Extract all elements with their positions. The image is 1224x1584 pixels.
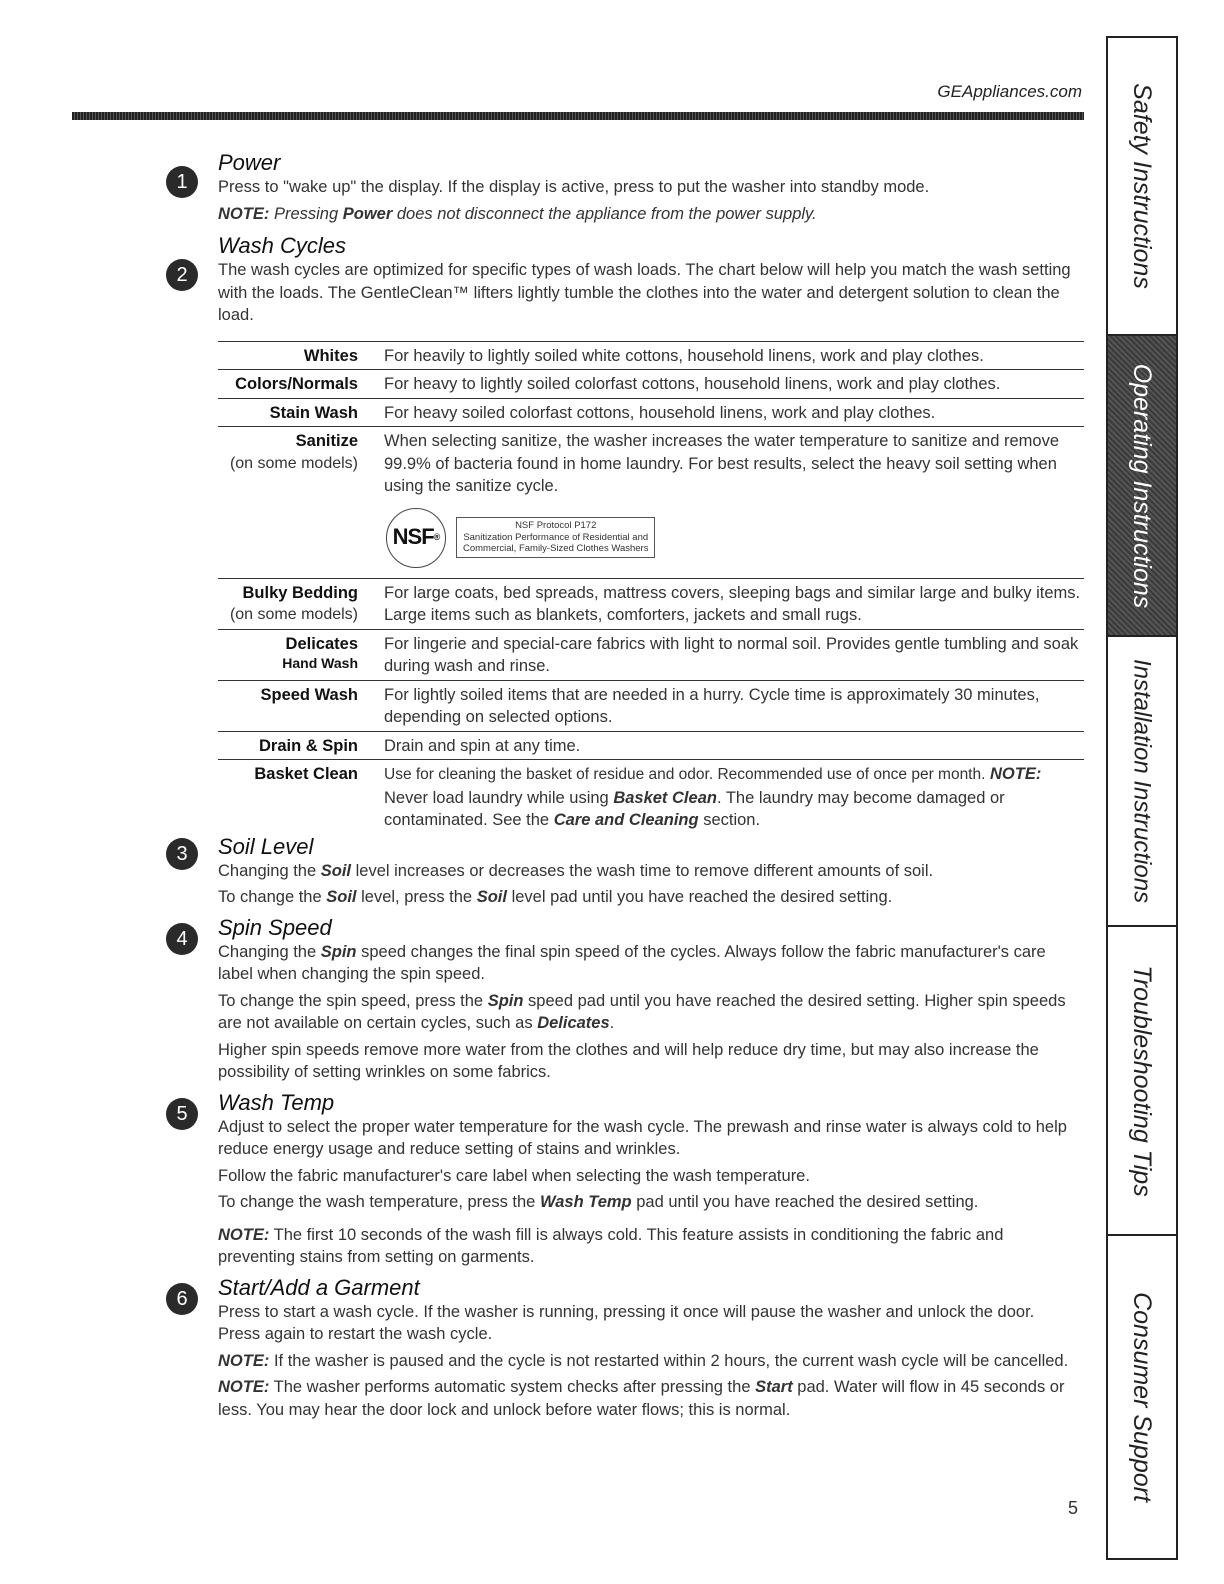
section-title: Power	[218, 150, 281, 175]
note: NOTE: The washer performs automatic system checks after pressing the Start pad. Water will flow in 45 seconds or less. You may hear the door lock and unlock before water flows; this is normal.	[218, 1378, 1065, 1419]
tab-label: Operating Instructions	[1128, 363, 1157, 608]
section-title: Wash Temp	[218, 1089, 335, 1115]
main-content	[150, 150, 1080, 1425]
tab-consumer-support[interactable]	[1108, 1236, 1176, 1558]
paragraph: Follow the fabric manufacturer's care label when selecting the wash temperature.	[218, 1166, 810, 1185]
cycle-desc: For heavy soiled colorfast cottons, household linens, work and play clothes.	[384, 403, 936, 422]
paragraph: To change the Soil level, press the Soil level pad until you have reached the desired setting.	[218, 888, 893, 906]
cycle-name: Sanitize (on some models)	[218, 430, 358, 576]
nsf-protocol-box: NSF Protocol P172 Sanitization Performance of Residential and Commercial, Family-Sized Clothes Washers	[456, 517, 655, 558]
number-badge: 5	[166, 1098, 198, 1130]
nsf-certification	[386, 508, 1084, 568]
page-number: 5	[1068, 1498, 1079, 1518]
section-title: Soil Level	[218, 833, 314, 859]
tab-installation-instructions[interactable]	[1108, 637, 1176, 927]
note: NOTE: The first 10 seconds of the wash fill is always cold. This feature assists in conditioning the fabric and preventing stains from setting on garments.	[218, 1225, 1004, 1266]
paragraph: The wash cycles are optimized for specific types of wash loads. The chart below will help you match the wash setting with the loads. The GentleClean™ lifters lightly tumble the clothes into the water and detergent solution to clean the load.	[218, 261, 1071, 324]
paragraph: Adjust to select the proper water temperature for the wash cycle. The prewash and rinse water is always cold to help reduce energy usage and reduce setting of stains and wrinkles.	[218, 1117, 1067, 1158]
paragraph: To change the wash temperature, press the Wash Temp pad until you have reached the desired setting.	[218, 1193, 979, 1211]
tab-label: Safety Instructions	[1128, 83, 1157, 290]
section-power	[150, 150, 1080, 225]
cycle-sub: (on some models)	[229, 606, 358, 623]
site-url: GEAppliances.com	[937, 82, 1082, 101]
nsf-logo: NSF ®	[386, 508, 446, 568]
header-rule	[72, 112, 1084, 120]
cycle-name: Whites	[303, 346, 358, 365]
paragraph: Higher spin speeds remove more water from the clothes and will help reduce dry time, but may also increase the possibility of setting wrinkles on some fabrics.	[218, 1040, 1039, 1081]
table-row	[218, 342, 1084, 371]
tab-troubleshooting-tips[interactable]	[1108, 927, 1176, 1235]
section-spin-speed	[150, 915, 1080, 1084]
tab-label: Installation Instructions	[1128, 659, 1156, 904]
cycle-desc: For heavily to lightly soiled white cottons, household linens, work and play clothes.	[384, 346, 984, 365]
cycle-name: Delicates Hand Wash	[218, 633, 358, 678]
paragraph: Changing the Soil level increases or decreases the wash time to remove different amounts of soil.	[218, 861, 934, 880]
paragraph: To change the spin speed, press the Spin speed pad until you have reached the desired setting. Higher spin speeds are not available on certain cycles, such as Delicates.	[218, 991, 1066, 1032]
cycle-desc: Drain and spin at any time.	[384, 736, 581, 755]
cycle-desc: When selecting sanitize, the washer increases the water temperature to sanitize and remove 99.9% of bacteria found in home laundry. For best results, select the heavy soil setting when using the sanitize cycle. NSF ® NSF Protocol P172 Sanitization Performance of Residential and Commercial, Family-Sized Clothes Washers	[358, 430, 1084, 576]
table-row	[218, 630, 1084, 681]
table-row	[218, 760, 1084, 834]
tab-label: Troubleshooting Tips	[1128, 964, 1157, 1197]
table-row	[218, 427, 1084, 579]
table-row	[218, 681, 1084, 732]
note: NOTE: If the washer is paused and the cycle is not restarted within 2 hours, the current wash cycle will be cancelled.	[218, 1351, 1069, 1370]
cycle-sub: (on some models)	[229, 454, 358, 472]
cycle-name: Drain & Spin	[258, 736, 358, 755]
cycle-desc: For lightly soiled items that are needed in a hurry. Cycle time is approximately 30 minutes, depending on selected options.	[384, 685, 1040, 726]
cycle-desc: For large coats, bed spreads, mattress covers, sleeping bags and similar large and bulky items. Large items such as blankets, comforters, jackets and small rugs.	[384, 583, 1081, 624]
number-badge: 2	[166, 259, 198, 291]
cycle-sub: Hand Wash	[282, 655, 358, 671]
number-badge: 1	[166, 166, 198, 198]
table-row	[218, 370, 1084, 399]
cycle-name: Stain Wash	[269, 403, 358, 422]
paragraph: Changing the Spin speed changes the final spin speed of the cycles. Always follow the fabric manufacturer's care label when changing the spin speed.	[218, 942, 1046, 983]
table-row	[218, 732, 1084, 761]
section-wash-cycles	[150, 233, 1080, 327]
cycle-desc: For lingerie and special-care fabrics with light to normal soil. Provides gentle tumbling and soak during wash and rinse.	[384, 634, 1079, 675]
paragraph: Press to start a wash cycle. If the washer is running, pressing it once will pause the washer and unlock the door. Press again to restart the wash cycle.	[218, 1302, 1035, 1343]
cycle-desc: Use for cleaning the basket of residue and odor. Recommended use of once per month. NOTE: Never load laundry while using Basket Clean. The laundry may become damaged or contaminated. See the Care and Cleaning section.	[384, 765, 1042, 829]
note: NOTE: Pressing Power does not disconnect the appliance from the power supply.	[218, 204, 817, 223]
tab-operating-instructions[interactable]	[1108, 336, 1176, 636]
table-row	[218, 399, 1084, 428]
section-wash-temp	[150, 1090, 1080, 1269]
section-title: Wash Cycles	[218, 233, 346, 258]
cycle-desc: For heavy to lightly soiled colorfast cottons, household linens, work and play clothes.	[384, 375, 1001, 393]
section-soil-level	[150, 834, 1080, 909]
section-title: Start/Add a Garment	[218, 1274, 420, 1300]
section-start-add-garment	[150, 1275, 1080, 1422]
table-row	[218, 579, 1084, 630]
section-title: Spin Speed	[218, 914, 332, 940]
wash-cycle-table	[218, 341, 1084, 834]
number-badge: 3	[166, 838, 198, 870]
section-tabs	[1106, 36, 1178, 1560]
cycle-name: Bulky Bedding (on some models)	[218, 582, 358, 627]
cycle-name: Basket Clean	[254, 765, 358, 783]
tab-safety-instructions[interactable]	[1108, 38, 1176, 336]
cycle-name: Colors/Normals	[235, 375, 358, 393]
cycle-name: Speed Wash	[260, 685, 358, 704]
paragraph: Press to "wake up" the display. If the display is active, press to put the washer into standby mode.	[218, 178, 930, 196]
number-badge: 6	[166, 1283, 198, 1315]
tab-label: Consumer Support	[1128, 1291, 1157, 1502]
number-badge: 4	[166, 923, 198, 955]
